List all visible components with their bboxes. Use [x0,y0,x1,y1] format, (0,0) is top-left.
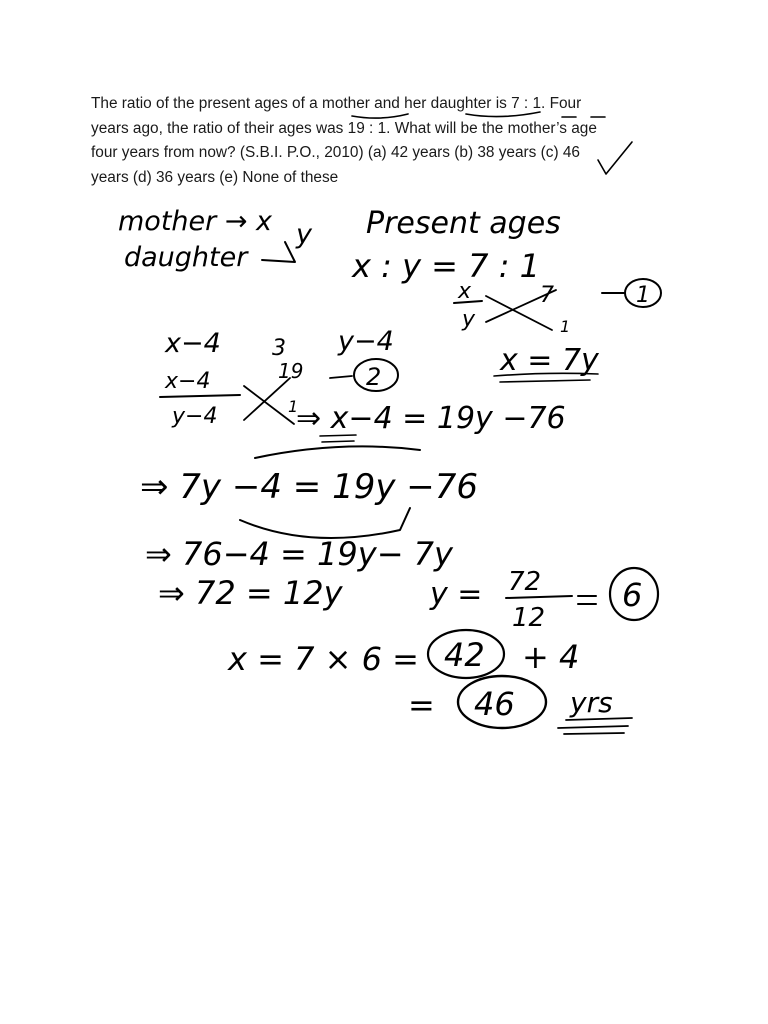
hw-yrs: yrs [570,686,613,719]
problem-line-1: The ratio of the present ages of a mother and her daughter is 7 : 1. Four [91,95,582,112]
hw-step3: ⇒ 76−4 = 19y− 7y [145,535,453,573]
problem-line-3: four years from now? (S.B.I. P.O., 2010) (a) 42 years (b) 38 years (c) 46 [91,144,580,161]
cross-multiply-2 [244,378,294,424]
hw-x-val: 42 [444,636,485,674]
dash-eq2 [330,376,352,378]
hw-frac-r1: 19 [278,359,304,383]
hw-eq1-den: y [462,307,476,332]
frac-bar-2 [160,395,240,397]
hw-daughter: daughter [124,242,248,273]
hw-mother: mother → x [118,206,272,237]
hw-ratio: x : y = 7 : 1 [352,247,540,285]
problem-line-4: years (d) 36 years (e) None of these [91,168,339,186]
hw-x-eq-7y: x = 7y [500,343,599,378]
hw-y-den: 12 [512,603,546,633]
hw-frac-num: x−4 [165,369,211,394]
hw-step4: ⇒ 72 = 12y [158,574,343,612]
hw-present-ages: Present ages [366,206,561,241]
substitution-arc [255,446,420,458]
hw-plus4: + 4 [522,638,580,676]
hw-final: 46 [474,685,515,723]
transpose-arc [240,508,410,538]
hw-frac-den: y−4 [172,404,218,429]
hw-mother-y: y [296,219,312,250]
hw-eq1-r1: 7 [540,283,554,308]
hw-y-eq: y = [430,577,483,612]
hw-three: 3 [272,336,286,361]
equals-y [578,596,596,604]
hw-eq1-num: x [458,279,472,304]
hw-y-minus-4: y−4 [338,326,394,357]
underline-mother [352,114,408,118]
hw-x-calc: x = 7 × 6 = [228,640,419,678]
underline-yrs [558,718,632,734]
underline-daughter [466,112,540,117]
hw-step2: ⇒ 7y −4 = 19y −76 [140,467,479,507]
problem-line-2: years ago, the ratio of their ages was 19 : 1. What will be the mother’s age [91,119,597,137]
hw-step1: ⇒ x−4 = 19y −76 [296,401,566,436]
hw-eq1-r2: 1 [560,317,571,336]
hw-x-minus-4: x−4 [165,328,221,359]
hw-y-num: 72 [508,567,542,597]
hw-eq2-label: 2 [366,363,382,391]
tick-mark [598,142,632,174]
hw-eq1-label: 1 [636,283,650,308]
hw-frac-r2: 1 [288,397,299,416]
underline-step1 [320,435,356,442]
hw-eq-final: = [408,686,435,724]
hw-y-ans: 6 [622,576,643,614]
arrow-daughter [262,242,295,262]
